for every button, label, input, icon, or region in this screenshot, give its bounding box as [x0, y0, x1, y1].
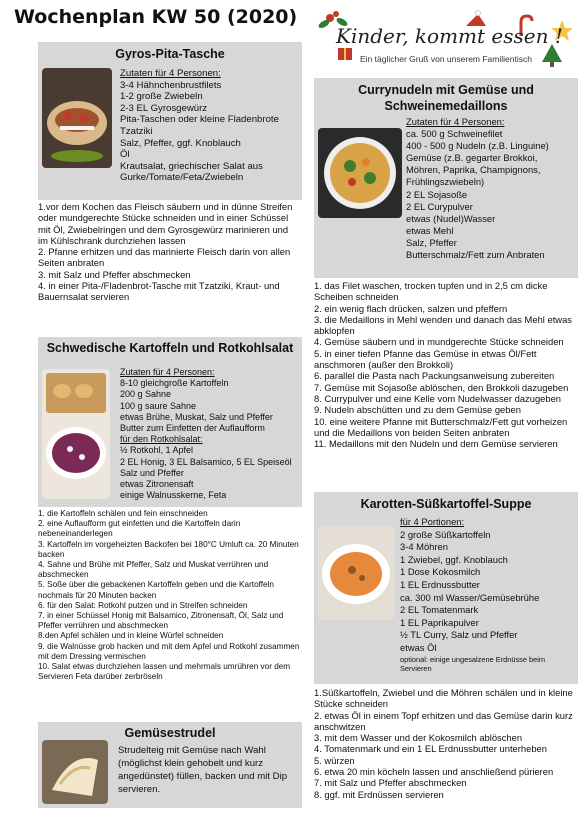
step: 1.Süßkartoffeln, Zwiebel und die Möhren schälen und in kleine Stücke schneiden	[314, 687, 573, 710]
step: 4. Tomatenmark und ein 1 EL Erdnussbutter unterheben	[314, 743, 547, 755]
ingredient: etwas (Nudel)Wasser	[406, 212, 496, 224]
step: 10. Salat etwas durchziehen lassen und mehrmals umrühren vor dem Servieren Feta darüber zerbröseln	[38, 662, 291, 682]
ingredient: Frühlingszwiebeln)	[406, 176, 485, 188]
ingredient: 1 EL Erdnussbutter	[400, 578, 480, 590]
recipe-card-currynudeln	[314, 78, 578, 278]
step: 1. das Filet waschen, trocken tupfen und in 2,5 cm dicke Scheiben schneiden	[314, 280, 548, 303]
ingredient: Pita-Taschen oder kleine Fladenbrote	[120, 114, 279, 126]
step: 2. eine Auflaufform gut einfetten und die Kartoffeln darin nebeneinanderlegen	[38, 519, 241, 539]
ingredient: Salz und Pfeffer	[120, 467, 184, 478]
page-title: Wochenplan KW 50 (2020)	[14, 6, 298, 28]
step: 11. Medaillons mit den Nudeln und dem Gemüse servieren	[314, 438, 558, 450]
recipe-photo-kartoffeln	[42, 369, 110, 499]
step: 8.den Apfel schälen und in kleine Würfel schneiden	[38, 631, 224, 641]
ingredient: ca. 500 g Schweinefilet	[406, 128, 503, 140]
ingredient: 1-2 große Zwiebeln	[120, 91, 203, 103]
step: 4. in einer Pita-/Fladenbrot-Tasche mit Tzatziki, Kraut- und Bauernsalat servieren	[38, 280, 280, 303]
step: 7. in einer Schüssel Honig mit Balsamico, Zitronensaft, Öl, Salz und Pfeffer verrühren und abschmecken	[38, 611, 284, 631]
ingredients-heading: Zutaten für 4 Personen:	[406, 116, 505, 127]
recipe-title: Schwedische Kartoffeln und Rotkohlsalat	[46, 341, 294, 355]
steps-suppe	[314, 687, 580, 800]
step: 8. Currypulver und eine Kelle vom Nudelwasser dazugeben	[314, 392, 562, 404]
recipe-photo-strudel	[42, 740, 108, 804]
ingredients-list	[120, 68, 279, 184]
step: 3. mit Salz und Pfeffer abschmecken	[38, 268, 191, 280]
ingredient: 2-3 EL Gyrosgewürz	[120, 102, 208, 114]
ingredient: 3-4 Möhren	[400, 541, 448, 553]
step: 5. Soße über die gebackenen Kartoffeln geben und die Kartoffeln nochmals für 20 Minuten backen	[38, 580, 274, 600]
step: 6. für den Salat: Rotkohl putzen und in Streifen schneiden	[38, 600, 248, 610]
steps-currynudeln	[314, 280, 580, 449]
strudel-text: Strudelteig mit Gemüse nach Wahl (möglichst klein gehobelt und kurz angedünstet) füllen, backen und mit Dip servieren.	[118, 745, 288, 795]
ingredient: Möhren, Paprika, Champignons,	[406, 164, 541, 176]
ingredient: etwas Brühe, Muskat, Salz und Pfeffer	[120, 411, 273, 422]
recipe-title: Gyros-Pita-Tasche	[115, 47, 225, 61]
recipe-card-strudel	[38, 722, 302, 808]
step: 6. parallel die Pasta nach Packungsanweisung zubereiten	[314, 370, 555, 382]
ingredient: 400 - 500 g Nudeln (z.B. Linguine)	[406, 140, 549, 152]
ingredient: 1 EL Paprikapulver	[400, 616, 479, 628]
logo	[316, 4, 580, 70]
ingredient: ca. 300 ml Wasser/Gemüsebrühe	[400, 591, 540, 603]
ingredients-list	[406, 116, 549, 261]
step: 2. ein wenig flach drücken, salzen und pfeffern	[314, 302, 508, 314]
ingredient: einige Walnusskerne, Feta	[120, 490, 227, 501]
ingredient: 2 EL Sojasoße	[406, 188, 468, 200]
ingredient: Tzatziki	[120, 125, 153, 137]
steps-gyros	[38, 201, 298, 303]
ingredient: 2 EL Tomatenmark	[400, 604, 479, 616]
recipe-photo-gyros	[42, 68, 112, 168]
step: 3. die Medaillons in Mehl wenden und danach das Mehl etwas abklopfen	[314, 313, 572, 337]
step: 1.vor dem Kochen das Fleisch säubern und in dünne Streifen oder mundgerechte Stücke schneiden und in einer Schüssel mit Öl, Zwiebelringen und dem Gyrosgewürz marinieren und im Kühlschrank durchziehen lassen	[38, 201, 293, 246]
step: 4. Sahne und Brühe mit Pfeffer, Salz und Muskat verrühren und abschmecken	[38, 560, 269, 580]
step: 8. ggf. mit Erdnüssen servieren	[314, 788, 444, 800]
ingredient: Öl	[120, 149, 130, 161]
ingredients-heading: für 4 Portionen:	[400, 516, 465, 527]
recipe-photo-suppe	[318, 526, 394, 620]
ingredients-heading: Zutaten für 4 Personen:	[120, 68, 221, 79]
step: 3. mit dem Wasser und der Kokosmilch ablöschen	[314, 732, 523, 744]
ingredient: ½ TL Curry, Salz und Pfeffer	[400, 629, 518, 641]
recipe-title: Karotten-Süßkartoffel-Suppe	[360, 497, 532, 511]
step: 7. mit Salz und Pfeffer abschmecken	[314, 777, 467, 789]
recipe-photo-currynudeln	[318, 128, 402, 218]
recipe-card-gyros	[38, 42, 302, 200]
ingredient: Gemüse (z.B. gegarter Brokkoi,	[406, 152, 538, 164]
ingredient: Butter zum Einfetten der Auflaufform	[120, 423, 265, 434]
ingredient: 8-10 gleichgroße Kartoffeln	[120, 378, 229, 389]
ingredient: Krautsalat, griechischer Salat aus	[120, 160, 263, 172]
step: 9. die Walnüsse grob hacken und mit dem Apfel und Rotkohl zusammen mit dem Dressing vermischen	[38, 641, 300, 661]
step: 4. Gemüse säubern und in mundgerechte Stücke schneiden	[314, 336, 564, 348]
ingredient: 100 g saure Sahne	[120, 400, 197, 411]
ingredients-heading: Zutaten für 4 Personen:	[120, 367, 215, 377]
recipe-card-kartoffeln	[38, 337, 302, 507]
ingredient: 2 große Süßkartoffeln	[400, 528, 491, 540]
step: 6. etwa 20 min köcheln lassen und anschließend pürieren	[314, 766, 554, 778]
ingredient: Salz, Pfeffer, ggf. Knoblauch	[120, 137, 241, 149]
step: 1. die Kartoffeln schälen und fein einschneiden	[38, 509, 208, 518]
step: 5. in einer tiefen Pfanne das Gemüse in etwas Öl/Fett anschmoren (außer den Brokkoli)	[314, 347, 537, 371]
recipe-card-suppe	[314, 492, 578, 684]
recipe-title	[314, 82, 578, 115]
step: 9. Nudeln abschütten und zu dem Gemüse geben	[314, 404, 521, 416]
ingredient: Gurke/Tomate/Feta/Zwiebeln	[120, 172, 244, 184]
ingredients-list	[400, 516, 570, 673]
recipe-title-line: Schweinemedaillons	[384, 99, 508, 114]
ingredients-subheading: für den Rotkohlsalat:	[120, 434, 203, 445]
ingredient: 200 g Sahne	[120, 389, 172, 400]
step: 10. eine weitere Pfanne mit Butterschmalz/Fett gut vorheizen und die Medaillons von beiden Seiten anbraten	[314, 415, 568, 438]
ingredients-list	[120, 367, 292, 501]
optional-note: optional: einige ungesalzene Erdnüsse beim Servieren	[400, 654, 546, 673]
recipe-title: Gemüsestrudel	[124, 726, 216, 740]
ingredient: 3-4 Hähnchenbrustfilets	[120, 79, 222, 91]
ingredient: etwas Zitronensaft	[120, 479, 194, 490]
ingredient: 1 Zwiebel, ggf. Knoblauch	[400, 553, 508, 565]
logo-name: Kinder, kommt essen !	[336, 24, 563, 48]
step: 5. würzen	[314, 754, 355, 766]
step: 7. Gemüse mit Sojasoße ablöschen, den Brokkoli dazugeben	[314, 381, 569, 393]
step: 2. Pfanne erhitzen und das marinierte Fleisch darin von allen Seiten anbraten	[38, 246, 291, 269]
ingredient: etwas Öl	[400, 641, 437, 653]
ingredient: etwas Mehl	[406, 224, 454, 236]
ingredient: Butterschmalz/Fett zum Anbraten	[406, 249, 545, 261]
ingredient: ½ Rotkohl, 1 Apfel	[120, 445, 194, 456]
logo-tagline: Ein täglicher Gruß von unserem Familientisch	[360, 54, 532, 64]
ingredient: 1 Dose Kokosmilch	[400, 566, 481, 578]
ingredient: 2 EL Honig, 3 EL Balsamico, 5 EL Speiseöl	[120, 456, 292, 467]
step: 3. Kartoffeln im vorgeheizten Backofen bei 180°C Umluft ca. 20 Minuten backen	[38, 539, 299, 559]
recipe-title-line: Currynudeln mit Gemüse und	[358, 83, 534, 97]
steps-kartoffeln	[38, 509, 300, 682]
step: 2. etwas Öl in einem Topf erhitzen und das Gemüse darin kurz anschwitzen	[314, 709, 573, 732]
ingredient: Salz, Pfeffer	[406, 236, 457, 248]
ingredient: 2 EL Curypulver	[406, 200, 473, 212]
